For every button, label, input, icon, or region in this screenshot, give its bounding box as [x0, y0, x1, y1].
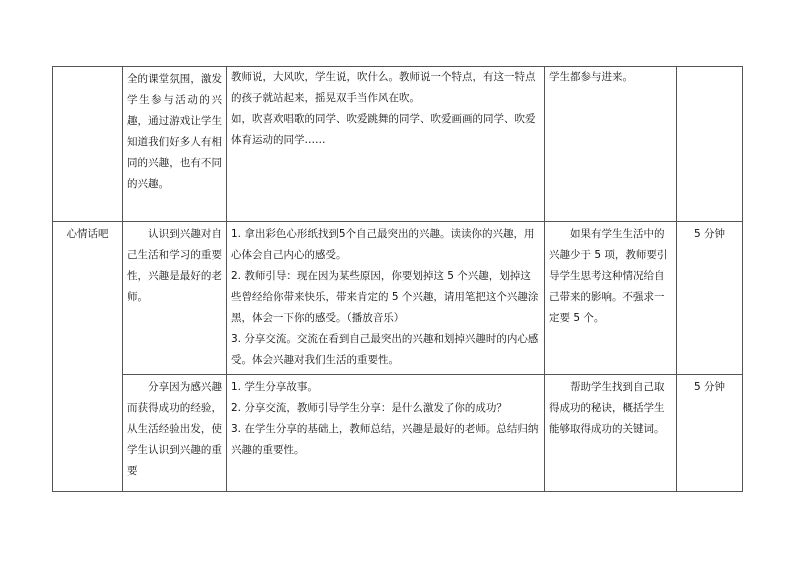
activity-line: 1. 拿出彩色心形纸找到5个自己最突出的兴趣。读读你的兴趣，用心体会自己内心的感受。: [231, 228, 535, 261]
activity-line: 教师说，大风吹，学生说，吹什么。教师说一个特点，有这一特点的孩子就站起来，摇晃双手当作风在吹。: [231, 71, 536, 104]
time-cell: [677, 67, 743, 222]
section-cell: [53, 67, 123, 222]
note-cell: 如果有学生生活中的兴趣少于 5 项，教师要引导学生思考这种情况给自己带来的影响。不强求一定要 5 个。: [545, 222, 677, 375]
time-cell: 5 分钟: [677, 375, 743, 492]
table-row: [53, 222, 743, 375]
activity-cell: [227, 67, 545, 222]
activity-line: 1. 学生分享故事。: [231, 381, 318, 393]
goal-cell: 分享因为感兴趣而获得成功的经验，从生活经验出发，使学生认识到兴趣的重要: [123, 375, 227, 492]
activity-line: 2. 教师引导：现在因为某些原因，你要划掉这 5 个兴趣，划掉这些曾经给你带来快乐，带来肯定的 5 个兴趣，请用笔把这个兴趣涂黑，体会一下你的感受。（播放音乐）: [231, 270, 539, 324]
goal-cell: 认识到兴趣对自己生活和学习的重要性，兴趣是最好的老师。: [123, 222, 227, 375]
section-cell: 心情话吧: [53, 222, 123, 492]
activity-line: 2. 分享交流，教师引导学生分享：是什么激发了你的成功？: [231, 402, 507, 414]
table-row: [53, 67, 743, 222]
activity-cell: [227, 375, 545, 492]
activity-line: 3. 在学生分享的基础上，教师总结，兴趣是最好的老师。总结归纳兴趣的重要性。: [231, 423, 539, 456]
goal-cell: 全的课堂氛围，激发学生参与活动的兴趣，通过游戏让学生知道我们好多人有相同的兴趣，也有不同的兴趣。: [123, 67, 227, 222]
activity-cell: [227, 222, 545, 375]
activity-line: 如，吹喜欢唱歌的同学、吹爱跳舞的同学、吹爱画画的同学、吹爱体育运动的同学……: [231, 113, 536, 146]
lesson-plan-table: [52, 66, 743, 492]
note-cell: 帮助学生找到自己取得成功的秘诀，概括学生能够取得成功的关键词。: [545, 375, 677, 492]
time-cell: 5 分钟: [677, 222, 743, 375]
activity-line: 3. 分享交流。交流在看到自己最突出的兴趣和划掉兴趣时的内心感受。体会兴趣对我们生活的重要性。: [231, 333, 539, 366]
table-row: [53, 375, 743, 492]
note-cell: 学生都参与进来。: [545, 67, 677, 222]
